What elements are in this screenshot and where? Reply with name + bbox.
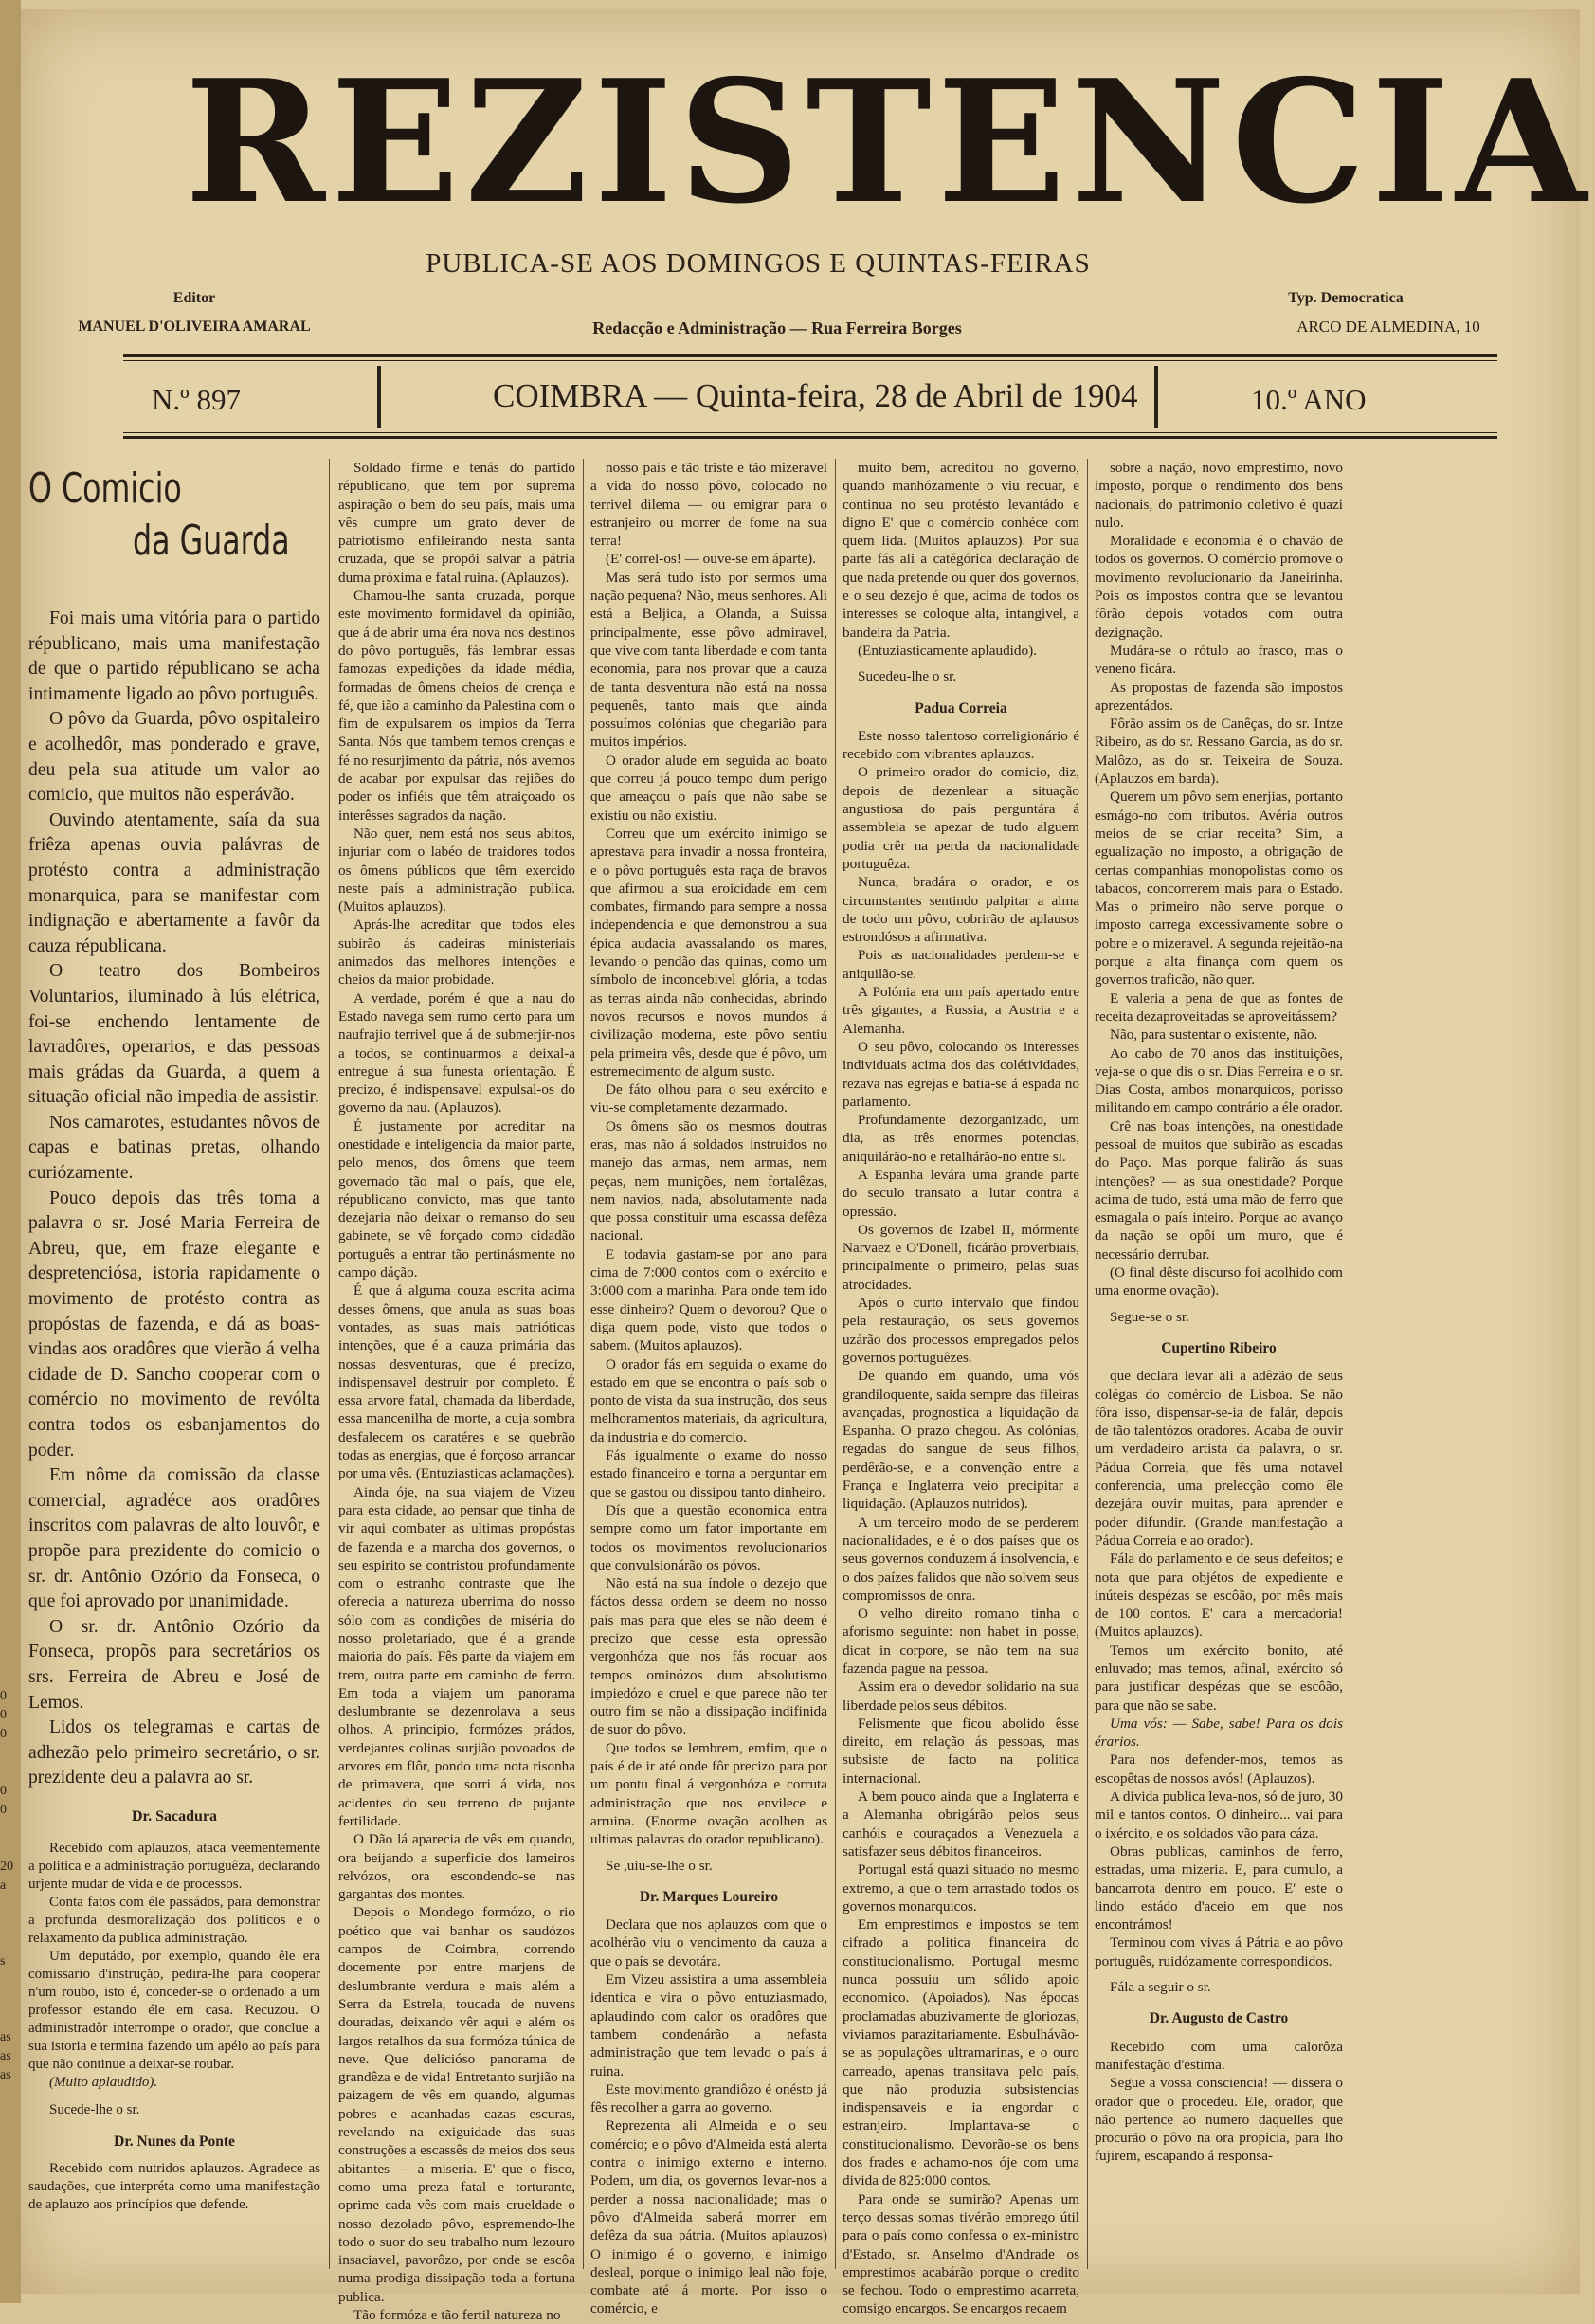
typography-block <box>1218 284 1559 341</box>
issue-number: N.º 897 <box>152 383 241 416</box>
paragraph: sobre a nação, novo emprestimo, novo imposto, porque o rendimento dos bens nacionais, do patrimonio coletivo é quazi nulo. <box>1095 460 1343 531</box>
column-2 <box>338 459 575 2323</box>
paragraph: É que á alguma couza escrita acima desses ômens, que anula as suas boas vontades, as suas mais patrióticas intenções, que é a cauza primária das nossas desventuras, que é precizo, indispensavel destruir por completo. É essa arvore fatal, chamada da liberdade, essa mancenilha de morte, a cuja sombra desfalecem os caratéres e se quebrão todas as energias, que é forçoso arrancar por uma vês. (Entuziasticas aclamações). <box>338 1282 575 1482</box>
paragraph: De fáto olhou para o seu exército e viu-se completamente dezarmado. <box>590 1081 827 1117</box>
paragraph: Um deputádo, por exemplo, quando êle era comissario d'instrução, pedira-lhe para cooperar n'um roubo, isto é, conceder-se o ordenado a um professor estando éle em casa. Recuzou. O administradôr interrompe o orador, que conclue a sua istoria e termina fazendo um apélo ao país para que não continue a deixar-se roubar. <box>28 1948 320 2072</box>
paragraph: Segue-se o sr. <box>1110 1308 1189 1325</box>
paragraph: A bem pouco ainda que a Inglaterra e a Alemanha obrigárão pelos seus canhóis e couraçados a Venezuela a satisfazer seus débitos financeiros. <box>843 1788 1079 1860</box>
speaker-heading: Dr. Nunes da Ponte <box>114 2133 235 2150</box>
paragraph: Mudára-se o rótulo ao frasco, mas o veneno ficára. <box>1095 642 1343 678</box>
paragraph: Mas será tudo isto por sermos uma nação pequena? Não, meus senhores. Ali está a Beljica, a Olanda, a Suissa principalmente, esse pôvo admiravel, que vive com tanta liberdade e com tanta economia, para nos provar que a cauza de tanta desventura não está na nossa pequenês, tanto mais que ainda possuímos colónias que chegarião para muitos impérios. <box>590 569 827 751</box>
redacao-line: Redacção e Administração — Rua Ferreira Borges <box>592 318 962 337</box>
paragraph: De quando em quando, uma vós grandiloquente, saida sempre das fileiras avançadas, prognostica a liquidação da Espanha. O prazo chegou. As colónias, regadas do sangue de seus filhos, perdêrão-se, e a convenção entre a França e Inglaterra veio precipitar a liquidação. (Aplauzos nutridos). <box>843 1368 1079 1513</box>
article-title-line1: O Comicio <box>28 464 182 513</box>
paragraph: Tão formóza e tão fertil natureza no <box>353 2306 561 2323</box>
edge-mark: 20 <box>0 1860 13 1874</box>
paragraph: Sucede-lhe o sr. <box>49 2101 140 2117</box>
paragraph: Ainda óje, na sua viajem de Vizeu para esta cidade, ao pensar que tinha de vir aqui combater as ultimas propóstas de fazenda e a marcha dos governos, o seu espirito se contristou profundamente com o estranho contraste que lhe oferecia a natureza uberrima do nosso sólo com as condições de miséria do nosso proletariado, que é a grande maioria do país. Fês parte da viajem em trem, outra parte em caminho de ferro. Em toda a viajem um panorama deslumbrante se dezenrolava a seus olhos. A principio, formózes prádos, verdejantes colinas surjião povoados de arvores em flôr, pondo uma nota risonha de primavera, que sorri á vida, nos acidentes do seu terreno de pujante fertilidade. <box>338 1483 575 1829</box>
bottom-rule-thin <box>123 432 1497 433</box>
paragraph: Segue a vossa consciencia! — dissera o orador que o procedeu. Ele, orador, que não pertence ao numero daquelles que procurão o pôvo na ora propicia, para lho fujirem, escapando á responsa- <box>1095 2075 1343 2165</box>
paragraph: Pouco depois das três toma a palavra o sr. José Maria Ferreira de Abreu, que, em fraze elegante e despretenciósa, istoria rapidamente o movimento de protésto contra as propóstas de fazenda, e dá as boas-vindas aos oradôres que vierão á velha cidade de D. Sancho cooperar com o comércio no movimento de revólta contra todos os esbanjamentos do poder. <box>28 1188 320 1461</box>
article-title-line2: da Guarda <box>133 517 290 565</box>
editor-block <box>66 284 322 341</box>
paragraph: A um terceiro modo de se perderem nacionalidades, e é o dos países que os seus governos conduzem á insolvencia, e o dos paízes falidos que não solvem seus compromissos de onra. <box>843 1514 1079 1604</box>
paragraph: A Polónia era um país apertado entre três gigantes, a Russia, a Austria e a Alemanha. <box>843 984 1079 1037</box>
paragraph: E valeria a pena de que as fontes de receita dezaproveitadas se aproveitássem? <box>1095 990 1343 1025</box>
issue-bar <box>123 364 1497 430</box>
paragraph: A divida publica leva-nos, só de juro, 30 mil e tantos contos. O dinheiro... vai para o ixército, e os soldados vão para cáza. <box>1095 1788 1343 1842</box>
edge-mark: 0 <box>0 1784 7 1798</box>
paragraph: Em Vizeu assistira a uma assembleia identica e vira o pôvo entuziasmado, aplaudindo com calor os oradôres que tambem condenárão a nefasta administração que tem levado o país á ruina. <box>590 1971 827 2079</box>
edge-marks <box>0 1687 13 2085</box>
paragraph: Querem um pôvo sem enerjias, portanto esmágo-no com tributos. Avéria outros meios de se criar receita? Sim, a egualização no imposto, a obrigação de certas companhias monopolistas como os tabacos, concorrerem mais para o Estado. Mas o primeiro não serve porque o imposto carrega excessivamente sobre o pobre e o mizeravel. A segunda rejeitão-na porque a alta finança com quem os governos traficão, não quer. <box>1095 789 1343 989</box>
paragraph: O Dão lá aparecia de vês em quando, ora beijando a superficie dos lameiros relvózos, ora escondendo-se nas gargantas dos montes. <box>338 1831 575 1903</box>
paragraph: (Muito aplaudido). <box>49 2074 158 2090</box>
paragraph: Foi mais uma vitória para o partido républicano, mais uma manifestação de que o partido républicano se acha intimamente ligado ao pôvo português. <box>28 608 320 704</box>
speaker-heading: Dr. Marques Loureiro <box>639 1888 779 1905</box>
editor-label: Editor <box>172 290 216 306</box>
paragraph: que declara levar ali a adêzão de seus colégas do comércio de Lisboa. Se não fôra isso, dispensar-se-ia de falár, depois de tão talentózos oradores. Acaba de ouvir um verdadeiro artista da palavra, o sr. Pádua Correia, que fês uma notavel conferencia, uma prelecção como êle dezejára ouvir muitas, para aprender e poder difundir. (Grande manifestação a Pádua Correia e ao orador). <box>1095 1368 1343 1549</box>
paragraph: Chamou-lhe santa cruzada, porque este movimento formidavel da opinião, que á de abrir uma éra nova nos destinos do pôvo português, fás lembrar essas famozas expedições da idade média, formadas de ômens cheios de crença e fé, que ião a caminho da Palestina com o fim de expulsarem os impios da Terra Santa. Nós que tambem temos crenças e fé no resurjimento da pátria, nós avemos de acabar por expulsar das rejiões do poder os infiéis que têm atraiçoado os interêsses sagrados da nação. <box>338 588 575 824</box>
editor-name: MANUEL D'OLIVEIRA AMARAL <box>78 318 311 335</box>
issue-date: COIMBRA — Quinta-feira, 28 de Abril de 1904 <box>493 377 1138 414</box>
column-3 <box>590 459 827 2317</box>
paragraph: Nos camarotes, estudantes nôvos de capas e batinas pretas, olhando curiózamente. <box>28 1112 320 1184</box>
paragraph: Correu que um exército inimigo se aprestava para invadir a nossa fronteira, e o pôvo português esta raça de bravos que afirmou a sua eroicidade em cem combates, firmando para sempre a nossa independencia e que demonstrou a sua épica audacia avassalando os mares, levando o pendão das quinas, como um símbolo de inconcebivel glória, a todas as terras ainda não conhecidas, abrindo novos recursos e novos mundos á civilização moderna, este pôvo sentiu pela primeira vês, desde que é pôvo, um estremecimento de algum susto. <box>590 825 827 1080</box>
speaker-heading: Dr. Augusto de Castro <box>1149 2010 1289 2027</box>
paragraph: Obras publicas, caminhos de ferro, estradas, uma mizeria. E, para cumulo, a bancarrota dentro em pouco. E' este o lindo estádo d'aceio em que nos encontrámos! <box>1095 1843 1343 1934</box>
paragraph: O orador fás em seguida o exame do estado em que se encontra o país sob o ponto de vista da sua instrução, dos seus melhoramentos materiais, da agricultura, da industria e do comercio. <box>590 1355 827 1445</box>
top-rule-thin <box>123 360 1497 361</box>
paragraph: (Entuziasticamente aplaudido). <box>858 642 1037 659</box>
paragraph: nosso país e tão triste e tão mizeravel a vida do nosso pôvo, colocado no terrivel dilema — ou emigrar para o estranjeiro ou morrer de fome na sua terra! <box>590 460 827 550</box>
paragraph: Temos um exército bonito, até enluvado; mas temos, afinal, exército só para justificar despézas que se escôão, para que não se sabe. <box>1095 1642 1343 1714</box>
paragraph: Reprezenta ali Almeida e o seu comércio; e o pôvo d'Almeida está alerta contra o inimigo externo e interno. Podem, um dia, os governos levar-nos a perder a nossa nacionalidade; mas o pôvo d'Almeida saberá morrer em defêza da sua pátria. (Muitos aplauzos) O inimigo é o governo, e inimigo desleal, porque o inimigo leal não foje, combate até á morte. Por isso o comércio, e <box>590 2117 827 2317</box>
paragraph: Pois as nacionalidades perdem-se e aniquilão-se. <box>843 947 1079 982</box>
speech-block <box>28 1840 320 2214</box>
paragraph: Ouvindo atentamente, saía da sua friêza apenas ouvia palávras de protésto contra a administração monarquica, para se manifestar com indignação e abertamente a favôr da cauza républicana. <box>28 809 320 956</box>
paragraph: Depois o Mondego formózo, o rio poético que vai banhar os saudózos campos de Coimbra, correndo docemente por entre marjens de deslumbrante verdura e mais além a Serra da Estrela, toucada de nuvens douradas, deixando vêr aqui e além os largos retalhos da sua formóza túnica de neve. Que delicióso panorama de grandêza e de vida! Entretanto surjião na paizagem de vês em quando, algumas pobres e acanhadas cazas escuras, revelando na exiguidade das suas construções a escassês de meios dos seus abitantes — a miseria. E' que o fisco, como uma preza fatal e torturante, oprime cada vês com mais crueldade o nosso dezolado pôvo, espremendo-lhe todo o suor do seu trabalho num lezouro insaciavel, pavorôzo, por onde se escôa numa prodiga dissipação toda a fortuna publica. <box>338 1904 575 2305</box>
edge-mark: as <box>0 2049 11 2063</box>
paragraph: Dís que a questão economica entra sempre como um fator importante em todos os movimentos revolucionarios que convulsionárão os póvos. <box>590 1501 827 1573</box>
edge-mark: a <box>0 1879 7 1893</box>
paragraph: Sucedeu-lhe o sr. <box>858 668 957 685</box>
paragraph: Moralidade e economia é o chavão de todos os governos. O comércio promove o movimento revolucionario da Janeirinha. Pois os impostos contra que se levantou fôrão depois votados com outra dezignação. <box>1095 533 1343 641</box>
paragraph: Em nôme da comissão da classe comercial, agradéce aos oradôres inscritos com palavras de alto louvôr, e propõe para prezidente do comicio o sr. dr. Antônio Ozório da Fonseca, o que foi aprovado por unanimidade. <box>28 1465 320 1612</box>
speaker-heading: Cupertino Ribeiro <box>1161 1339 1277 1356</box>
paragraph: Soldado firme e tenás do partido républicano, que tem por suprema aspiração o bem do seu país, mais uma vês cumpre um grato dever de patriotismo enfileirando nesta santa cruzada, que se propõi salvar a pátria duma próxima e fatal ruina. (Aplauzos). <box>338 460 575 586</box>
edge-mark: as <box>0 2030 11 2044</box>
column-separator <box>329 459 330 2269</box>
paragraph: Não quer, nem está nos seus abitos, injuriar com o labéo de traidores todos os ômens públicos que têm exercido neste país a administração publica. (Muitos aplauzos). <box>338 825 575 916</box>
issue-divider-2 <box>1154 366 1158 428</box>
paragraph: O velho direito romano tinha o aforismo seguinte: non habet in posse, dicat in corpore, se não tem na sua fazenda pague na pessoa. <box>843 1606 1079 1677</box>
paragraph: O teatro dos Bombeiros Voluntarios, iluminado à lús elétrica, foi-se enchendo lentamente de lavradôres, operarios, e das pessoas mais grádas da Guarda, a quem a situação oficial não impedia de assistir. <box>28 961 320 1108</box>
paragraph: O primeiro orador do comicio, diz, depois de dezenlear a situação angustiosa do país perguntára á assembleia se apezar de tudo alguem podia crêr na perda da nacionalidade portuguêza. <box>843 764 1079 872</box>
paragraph: Conta fatos com éle passádos, para demonstrar a profunda desmoralização dos politicos e o relaxamento da publica administração. <box>28 1894 320 1946</box>
paragraph: Este nosso talentoso correligionário é recebido com vibrantes aplauzos. <box>843 727 1079 763</box>
paragraph: Uma vós: — Sabe, sabe! Para os dois érarios. <box>1095 1715 1343 1751</box>
paragraph: A verdade, porém é que a nau do Estado navega sem rumo certo para um naufrajio terrivel que á de submerjir-nos a todos, se continuarmos a deixal-a entregue á sua funesta orientação. É precizo, é indispensavel expulsal-os do governo da nau. (Aplauzos). <box>338 990 575 1117</box>
paragraph: Fôrão assim os de Canêças, do sr. Intze Ribeiro, as do sr. Ressano Garcia, as do sr. Malôzo, as do sr. Teixeira de Souza. (Aplauzos em barda). <box>1095 716 1343 788</box>
edge-mark: 0 <box>0 1689 7 1703</box>
paragraph: Que todos se lembrem, emfim, que o país é de ir até onde fôr precizo para por um pontu final á vergonhóza e corruta administração que nos envilece e arruina. (Enorme ovação acolhen as ultimas palavras do orador republicano). <box>590 1739 827 1848</box>
masthead-title: REZISTENCIA <box>185 43 1593 241</box>
paragraph: (E' correl-os! — ouve-se em áparte). <box>606 551 817 568</box>
edge-mark: as <box>0 2068 11 2082</box>
paragraph: (O final dêste discurso foi acolhido com uma enorme ovação). <box>1095 1264 1343 1299</box>
edge-mark: s <box>0 1954 6 1969</box>
paragraph: Declara que nos aplauzos com que o acolhérão viu o vencimento da cauza a que o país se devotára. <box>590 1916 827 1970</box>
issue-divider-1 <box>377 366 381 428</box>
speaker-heading: Dr. Sacadura <box>131 1807 218 1825</box>
paragraph: Recebido com uma calorôza manifestação d'estima. <box>1095 2038 1343 2073</box>
edge-mark: 0 <box>0 1727 7 1741</box>
paragraph: Nunca, bradára o orador, e os circumstantes sentindo palpitar a alma de todo um pôvo, cobrirão de aplausos estrondósos a afirmativa. <box>843 874 1079 946</box>
paragraph: Ao cabo de 70 anos das instituições, veja-se o que dis o sr. Dias Ferreira e o sr. Dias Costa, ambos monarquicos, porisso militando em campo contrário a éle orador. <box>1095 1044 1343 1117</box>
column-5 <box>1095 459 1343 2279</box>
paragraph: Fála a seguir o sr. <box>1110 1979 1211 1996</box>
top-rule <box>123 354 1497 357</box>
paragraph: O seu pôvo, colocando os interesses individuais acima dos das colétividades, rezava nas egrejas e batia-se á espada no parlamento. <box>843 1038 1079 1110</box>
paragraph: O orador alude em seguida ao boato que correu já pouco tempo dum perigo que ameaçou o país que não sabe se existiu ou não existiu. <box>590 752 827 824</box>
paragraph: As propostas de fazenda são impostos aprezentádos. <box>1095 679 1343 714</box>
issue-year: 10.º ANO <box>1251 383 1367 416</box>
column-separator <box>583 459 584 2269</box>
paragraph: Assim era o devedor solidario na sua liberdade pelos seus débitos. <box>843 1679 1079 1714</box>
paragraph: Recebido com nutridos aplauzos. Agradece as saudações, que interpréta como uma manifestação de aplauzo aos princípios que defende. <box>28 2160 320 2212</box>
paragraph: Os ômens são os mesmos doutras eras, mas não á soldados instruidos no manejo das armas, nem armas, nem peças, nem munições, nem fortalêzas, nem navios, nada, absolutamente nada que possa constituir uma escassa defêza nacional. <box>590 1117 827 1244</box>
paragraph: muito bem, acreditou no governo, quando manhózamente o viu recuar, e continua no seu protésto levantádo e digno E' que o comércio conhéce com quem lida. (Muitos aplauzos). Por sua parte fás ali a catégórica declaração de que nada pretende ou quer dos governos, e o seu dezejo é que, acima de todos os interesses se coloque alta, intangivel, a bandeira da Patria. <box>843 460 1079 641</box>
paragraph: Portugal está quazi situado no mesmo extremo, a que o tem arrastado todos os governos monarquicos. <box>843 1861 1079 1915</box>
edge-mark: 0 <box>0 1803 7 1817</box>
paragraph: O pôvo da Guarda, pôvo ospitaleiro e acolhedôr, mas ponderado e grave, deu pela sua atitude um valor ao comicio, que muitos não esperávão. <box>28 709 320 806</box>
paragraph: Crê nas boas intenções, na onestidade pessoal de muitos que subirão as escadas do Paço. Mas porque falirão ás suas intenções? — as sua onestidade? Porque acima de tudo, está uma mão de ferro que esmagala o país inteiro. Porque ao avanço da nação se opôi um muro, que é necessário derrubar. <box>1095 1117 1343 1262</box>
column-separator <box>835 459 836 2269</box>
paragraph: Este movimento grandiôzo é onésto já fês recolher a garra ao governo. <box>590 2080 827 2116</box>
column-1 <box>28 459 320 2279</box>
paragraph: Felismente que ficou abolido êsse direito, em relação ás pessoas, mas subsiste de facto na politica internacional. <box>843 1715 1079 1787</box>
paragraph: E todavia gastam-se por ano para cima de 7:000 contos com o exército e 3:000 com a marinha. Para onde tem ido esse dinheiro? Quem o devorou? Que o diga quem pode, visto que todos o sabem. (Muitos aplauzos). <box>590 1245 827 1354</box>
edge-mark: 0 <box>0 1708 7 1722</box>
paragraph: A Espanha levára uma grande parte do seculo transato a lutar contra a opressão. <box>843 1166 1079 1220</box>
paragraph: Após o curto intervalo que findou pela restauração, os seus governos uzárão dos processos empregados pelos governos portuguêzes. <box>843 1295 1079 1366</box>
paragraph: Se ,uiu-se-lhe o sr. <box>606 1857 713 1874</box>
masthead-subtitle: PUBLICA-SE AOS DOMINGOS E QUINTAS-FEIRAS <box>426 248 1091 279</box>
speaker-heading: Padua Correia <box>915 699 1007 717</box>
column-4 <box>843 459 1079 2317</box>
paragraph: Fála do parlamento e de seus defeitos; e nota que para objétos de expediente e inúteis despézas se escôão, por mês mais de 100 contos. E' cara a mercadoria! (Muitos aplauzos). <box>1095 1551 1343 1641</box>
paragraph: Para nos defender-mos, temos as escopêtas de nossos avós! (Aplauzos). <box>1095 1752 1343 1787</box>
paragraph: Recebido com aplauzos, ataca veementemente a politica e a administração portuguêza, declarando urjente mudar de vida e de processos. <box>28 1840 320 1892</box>
paragraph: Não está na sua índole o dezejo que fáctos dessa ordem se deem no nosso país mas para que eles se não deem é precizo que cesse esta opressão vergonhóza que nos fás rocuar aos tempos ominózos dum absolutismo impiedózo e cruel e que parece não ter outro fim se não a dissipação indifinida de suor do pôvo. <box>590 1575 827 1738</box>
column-separator <box>1087 459 1088 2269</box>
paragraph: Aprás-lhe acreditar que todos eles subirão ás cadeiras ministeriais animados das melhores intenções e cheios da maior probidade. <box>338 917 575 989</box>
paragraph: Lidos os telegramas e cartas de adhezão pelo primeiro secretário, o sr. prezidente deu a palavra ao sr. <box>28 1717 320 1788</box>
paragraph: É justamente por acreditar na onestidade e inteligencia da maior parte, pelo menos, dos ômens que teem governado tão mal o país, que ele, républicano convicto, mas que tanto dezejaria não deixar o remanso do seu gabinete, se vê forçado como cidadão português a entrar tão pertinásmente no campo dáção. <box>338 1117 575 1281</box>
paragraph: Terminou com vivas á Pátria e ao pôvo português, ruidózamente correspondidos. <box>1095 1934 1343 1970</box>
paragraph: Não, para sustentar o existente, não. <box>1110 1026 1318 1044</box>
paragraph: Para onde se sumirão? Apenas um terço dessas somas tivérão emprego útil para o país como confessa o ex-ministro d'Estado, sr. Anselmo d'Andrade os emprestimos acabárão porque o credito se fechou. Todo o emprestimo acarreta, comsigo encargos. Se encargos recaem <box>843 2190 1079 2317</box>
paragraph: Profundamente dezorganizado, um dia, as três enormes potencias, aniquilárão-no e retalhárão-no entre si. <box>843 1112 1079 1165</box>
paragraph: O sr. dr. Antônio Ozório da Fonseca, propõs para secretários os srs. Ferreira de Abreu e José de Lemos. <box>28 1616 320 1713</box>
typ-address: ARCO DE ALMEDINA, 10 <box>1296 318 1480 336</box>
paragraph: Em emprestimos e impostos se tem cifrado a politica financeira do constitucionalismo. Portugal mesmo nunca possuiu um sólido apoio economico. (Apoiados). Nas épocas proclamadas abuzivamente de gloriozas, viviamos parazitariamente. Esbulhávão-se as populações ultramarinas, e o ouro carreado, apenas transitava pelo país, que não produzia subsistencias indispensaveis e ia engordar o estranjeiro. Implantava-se o constitucionalismo. Devorão-se os bens dos frades e achamo-nos óje com uma divida de 825:000 contos. <box>843 1916 1079 2189</box>
paragraph: Fás igualmente o exame do nosso estado financeiro e torna a perguntar em que se gastou ou dissipou tanto dinheiro. <box>590 1447 827 1500</box>
typ-label: Typ. Democratica <box>1288 290 1404 306</box>
paragraph: Os governos de Izabel II, mórmente Narvaez e O'Donell, ficárão proverbiais, principalmente o primeiro, pelas suas atrocidades. <box>843 1221 1079 1293</box>
bottom-rule <box>123 436 1497 439</box>
